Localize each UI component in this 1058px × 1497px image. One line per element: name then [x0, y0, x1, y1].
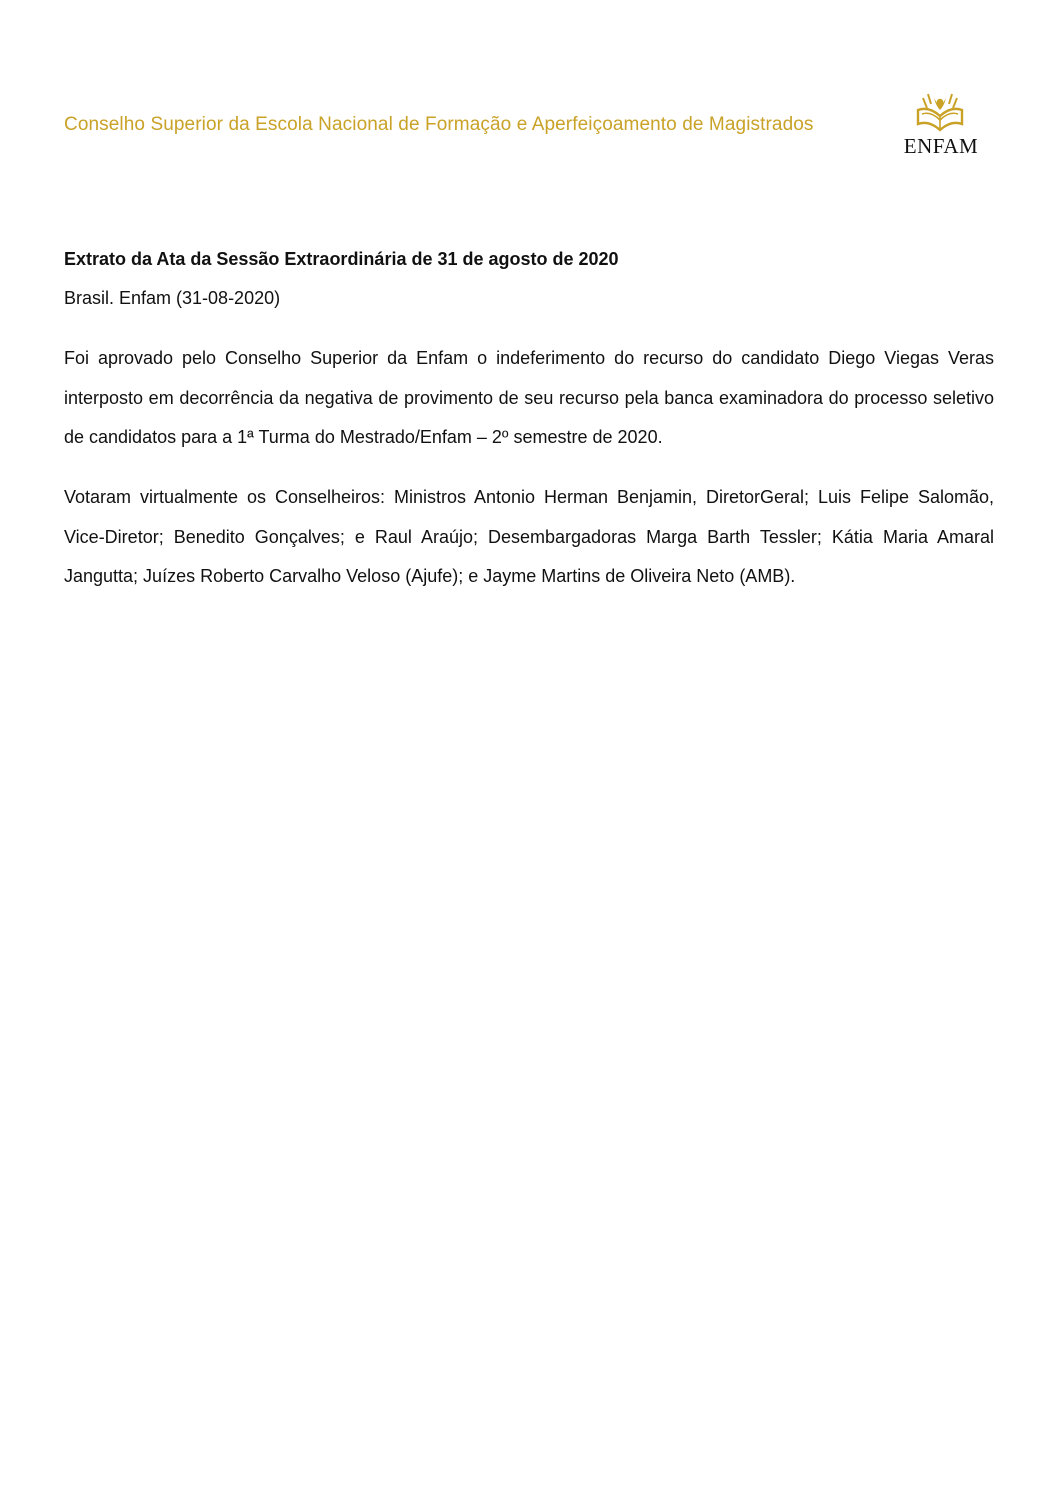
- enfam-logo: [894, 88, 986, 162]
- document-heading: Extrato da Ata da Sessão Extraordinária de 31 de agosto de 2020: [64, 249, 619, 269]
- institution-title: Conselho Superior da Escola Nacional de Formação e Aperfeiçoamento de Magistrados: [64, 114, 814, 135]
- book-flame-icon: [914, 90, 966, 134]
- paragraph-votes: Votaram virtualmente os Conselheiros: Ministros Antonio Herman Benjamin, DiretorGeral; Luis Felipe Salomão, Vice-Diretor; Benedito Gonçalves; e Raul Araújo; Desembargadoras Marga Barth Tessler; Kátia Maria Amaral Jangutta; Juízes Roberto Carvalho Veloso (Ajufe); e Jayme Martins de Oliveira Neto (AMB).: [64, 487, 994, 586]
- paragraph-decision: Foi aprovado pelo Conselho Superior da Enfam o indeferimento do recurso do candidato Diego Viegas Veras interposto em decorrência da negativa de provimento de seu recurso pela banca examinadora do processo seletivo de candidatos para a 1ª Turma do Mestrado/Enfam – 2º semestre de 2020.: [64, 348, 994, 447]
- logo-text: ENFAM: [903, 134, 979, 158]
- document-source: Brasil. Enfam (31-08-2020): [64, 288, 281, 308]
